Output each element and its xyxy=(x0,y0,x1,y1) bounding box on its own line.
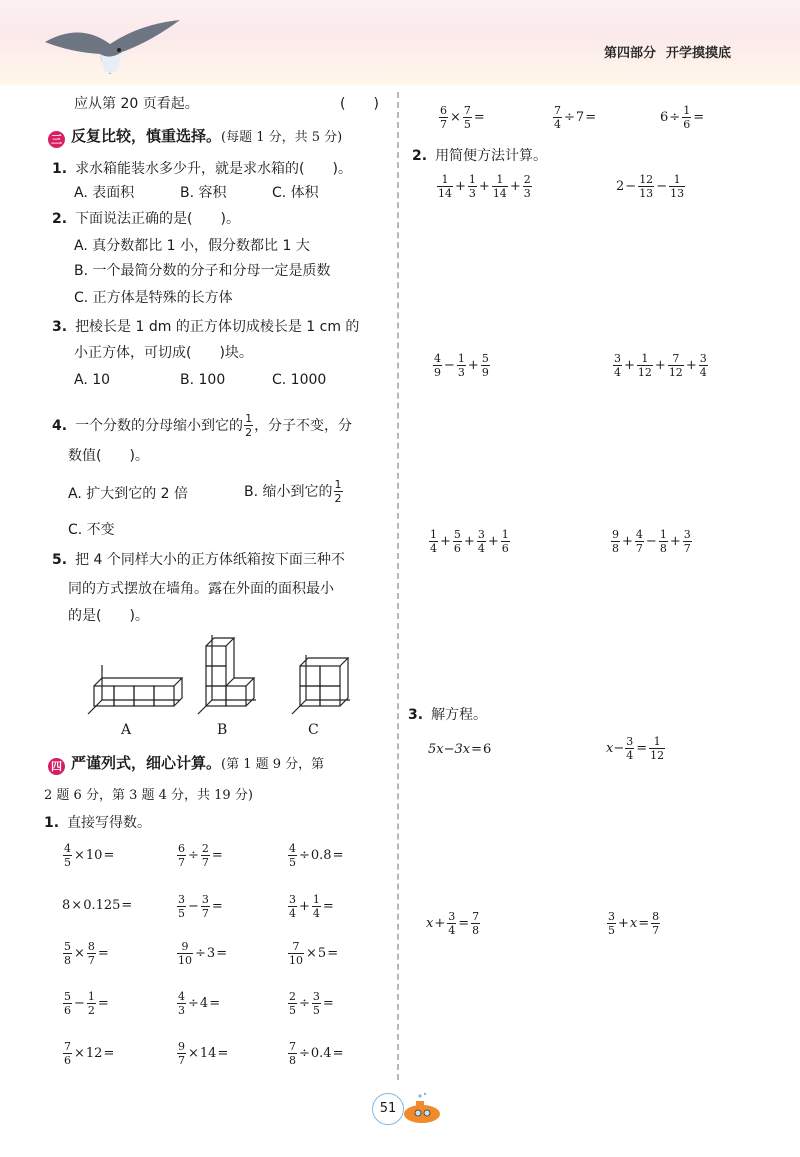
column-divider xyxy=(397,92,399,1080)
calc1-r5-c2: $\frac{9}{7}$ × 14 = xyxy=(178,1040,229,1067)
q4-option-a: A. 扩大到它的 2 倍 xyxy=(68,486,189,502)
q2-option-c: C. 正方体是特殊的长方体 xyxy=(74,290,233,306)
calc1-cont-c3: 6 ÷ $\frac{1}{6}$ = xyxy=(660,104,705,131)
calc-2-num: 2. xyxy=(412,148,428,164)
q5-num: 5. xyxy=(52,552,68,568)
q4-line1a: 一个分数的分母缩小到它的 xyxy=(75,417,244,434)
calc2-a: $\frac{1}{14}$ + $\frac{1}{3}$ + $\frac{1}{14}$ + $\frac{2}{3}$ xyxy=(438,173,531,200)
calc1-r4-c1: $\frac{5}{6}$ − $\frac{1}{2}$ = xyxy=(64,990,109,1017)
calc-3-stem: 解方程。 xyxy=(431,707,488,723)
calc-2-text xyxy=(412,147,547,165)
calc1-r1-c3: $\frac{4}{5}$ ÷ 0.8 = xyxy=(289,842,344,869)
calc-1-text xyxy=(44,814,151,832)
q2-stem: 下面说法正确的是( )。 xyxy=(75,211,240,227)
q3-line1: 把棱长是 1 dm 的正方体切成棱长是 1 cm 的 xyxy=(75,319,360,335)
seagull-illustration xyxy=(40,12,190,82)
calc2-c: $\frac{4}{9}$ − $\frac{1}{3}$ + $\frac{5}{9}$ xyxy=(434,352,489,379)
label-c: C xyxy=(308,722,319,738)
q5-line2: 同的方式摆放在墙角。露在外面的面积最小 xyxy=(68,581,334,597)
q4-option-b xyxy=(244,478,344,505)
q4-option-c: C. 不变 xyxy=(68,522,115,538)
calc1-r1-c1: $\frac{4}{5}$ × 10 = xyxy=(64,842,115,869)
submarine-icon xyxy=(398,1092,444,1126)
q3-option-b: B. 100 xyxy=(180,372,226,388)
q1-option-a: A. 表面积 xyxy=(74,185,135,201)
calc1-r2-c1: 8 × 0.125 = xyxy=(62,898,133,913)
q3-line2: 小正方体，可切成( )块。 xyxy=(74,345,253,361)
header-title-text: 开学摸摸底 xyxy=(666,46,732,61)
q5-line1: 把 4 个同样大小的正方体纸箱按下面三种不 xyxy=(75,552,345,568)
calc-1-stem: 直接写得数。 xyxy=(67,815,152,831)
calc1-r2-c2: $\frac{3}{5}$ − $\frac{3}{7}$ = xyxy=(178,893,223,920)
calc2-e: $\frac{1}{4}$ + $\frac{5}{6}$ + $\frac{3}{4}$ + $\frac{1}{6}$ xyxy=(430,528,509,555)
calc1-cont-c2: $\frac{7}{4}$ ÷ 7 = xyxy=(554,104,597,131)
calc1-r5-c1: $\frac{7}{6}$ × 12 = xyxy=(64,1040,115,1067)
q4-option-b-fraction: $\frac{1}{2}$ xyxy=(334,478,342,505)
calc1-r5-c3: $\frac{7}{8}$ ÷ 0.4 = xyxy=(289,1040,344,1067)
q4-line2: 数值( )。 xyxy=(68,448,149,464)
arrangement-c xyxy=(292,655,350,714)
calc1-cont-c1: $\frac{6}{7}$ × $\frac{7}{5}$ = xyxy=(440,104,485,131)
section-4-title: 严谨列式，细心计算。 xyxy=(71,754,222,772)
calc1-r3-c2: $\frac{9}{10}$ ÷ 3 = xyxy=(178,940,228,967)
calc2-f: $\frac{9}{8}$ + $\frac{4}{7}$ − $\frac{1}{8}$ + $\frac{3}{7}$ xyxy=(612,528,691,555)
equation-4: $\frac{3}{5}$ + x = $\frac{8}{7}$ xyxy=(608,910,660,937)
calc1-r4-c3: $\frac{2}{5}$ ÷ $\frac{3}{5}$ = xyxy=(289,990,334,1017)
q5-line3: 的是( )。 xyxy=(68,608,149,624)
header-title xyxy=(604,42,741,61)
q4-num: 4. xyxy=(52,417,68,434)
arrangement-b xyxy=(198,635,256,714)
q3-num: 3. xyxy=(52,319,68,335)
calc2-d: $\frac{3}{4}$ + $\frac{1}{12}$ + $\frac{7}{12}$ + $\frac{3}{4}$ xyxy=(614,352,707,379)
q3-option-c: C. 1000 xyxy=(272,372,327,388)
q4-half-fraction: $\frac{1}{2}$ xyxy=(245,412,253,439)
section-3-note: (每题 1 分，共 5 分) xyxy=(221,130,343,145)
calc1-r1-c2: $\frac{6}{7}$ ÷ $\frac{2}{7}$ = xyxy=(178,842,223,869)
q4-line1 xyxy=(52,412,352,439)
label-a: A xyxy=(121,722,132,738)
calc1-r2-c3: $\frac{3}{4}$ + $\frac{1}{4}$ = xyxy=(289,893,334,920)
calc1-r4-c2: $\frac{4}{3}$ ÷ 4 = xyxy=(178,990,221,1017)
page-number: 51 xyxy=(372,1093,404,1125)
carry-line: 应从第 20 页看起。 xyxy=(74,96,199,112)
section-4-note2: 2 题 6 分，第 3 题 4 分，共 19 分) xyxy=(44,788,253,803)
q3-text xyxy=(52,318,359,336)
q2-option-a: A. 真分数都比 1 小，假分数都比 1 大 xyxy=(74,238,310,254)
section-4-badge: 四 xyxy=(48,758,65,775)
q4-option-b-text: B. 缩小到它的 xyxy=(244,483,333,500)
q4-line1b: ，分子不变，分 xyxy=(254,417,353,434)
section-3-title: 反复比较，慎重选择。 xyxy=(71,127,222,145)
q2-num: 2. xyxy=(52,211,68,227)
q1-stem: 求水箱能装水多少升，就是求水箱的( )。 xyxy=(75,161,352,177)
calc-2-stem: 用简便方法计算。 xyxy=(435,148,548,164)
cube-arrangements-diagram xyxy=(80,630,380,725)
q1-option-b: B. 容积 xyxy=(180,185,227,201)
label-b: B xyxy=(217,722,228,738)
calc1-r3-c3: $\frac{7}{10}$ × 5 = xyxy=(289,940,339,967)
arrangement-a xyxy=(88,665,182,714)
calc-3-num: 3. xyxy=(408,707,424,723)
q3-option-a: A. 10 xyxy=(74,372,111,388)
q1-num: 1. xyxy=(52,161,68,177)
calc1-r3-c1: $\frac{5}{8}$ × $\frac{8}{7}$ = xyxy=(64,940,109,967)
calc-1-num: 1. xyxy=(44,815,60,831)
carry-answer-paren: ( ) xyxy=(340,96,379,112)
calc-3-text xyxy=(408,706,487,724)
q1-option-c: C. 体积 xyxy=(272,185,319,201)
equation-1: 5x−3x = 6 xyxy=(428,742,492,757)
q2-text xyxy=(52,210,240,228)
section-4-note1: (第 1 题 9 分，第 xyxy=(221,757,325,772)
q2-option-b: B. 一个最简分数的分子和分母一定是质数 xyxy=(74,263,331,279)
header-part: 第四部分 xyxy=(604,46,657,61)
calc2-b: 2 − $\frac{12}{13}$ − $\frac{1}{13}$ xyxy=(616,173,685,200)
section-3-badge: 三 xyxy=(48,131,65,148)
q1-text xyxy=(52,160,352,178)
section-4-heading xyxy=(48,754,324,775)
section-3-heading xyxy=(48,127,342,148)
equation-2: x− $\frac{3}{4}$ = $\frac{1}{12}$ xyxy=(606,735,665,762)
equation-3: x + $\frac{3}{4}$ = $\frac{7}{8}$ xyxy=(426,910,480,937)
q5-line1-row xyxy=(52,551,345,569)
